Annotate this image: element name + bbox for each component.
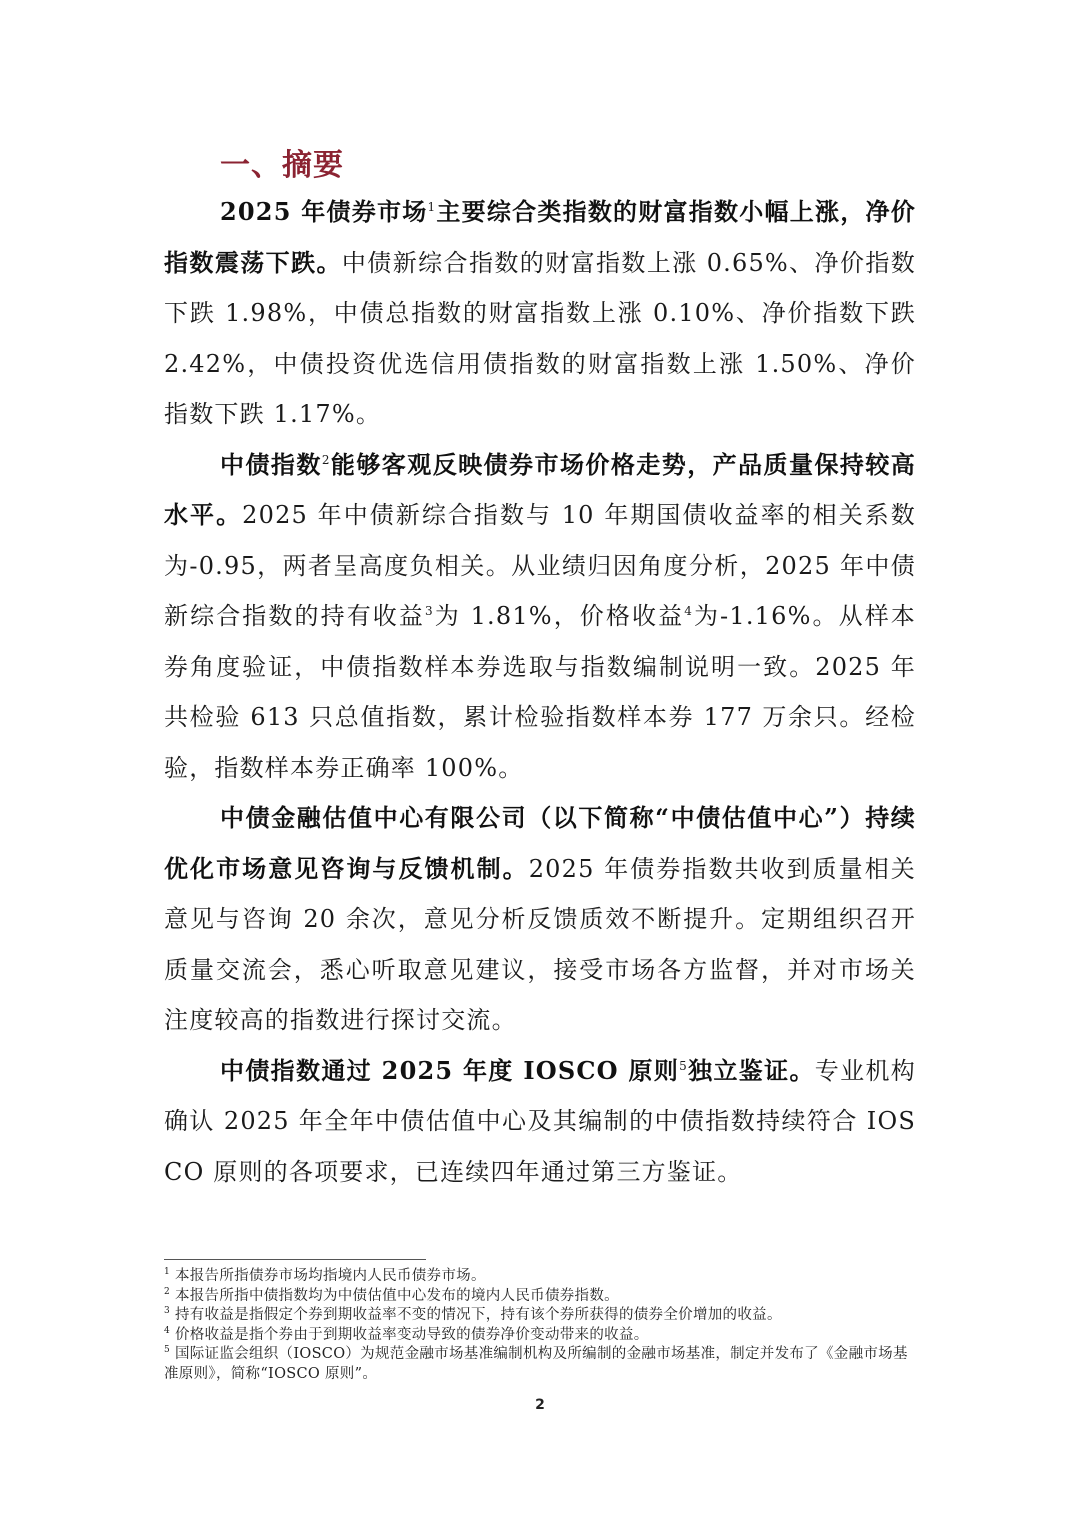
- page-number: 2: [535, 1397, 545, 1413]
- paragraph-2-bold-a: 中债指数: [220, 449, 322, 479]
- paragraph-4-bold-b: 独立鉴证。: [688, 1055, 815, 1085]
- paragraph-1-text: 中债新综合指数的财富指数上涨 0.65%、净价指数下跌 1.98%，中债总指数的财富指数上涨 0.10%、净价指数下跌 2.42%，中债投资优选信用债指数的财富指数上涨 1.50%、净价指数下跌 1.17%。: [164, 248, 916, 428]
- footnote-3: [164, 1306, 916, 1326]
- paragraph-3: [164, 793, 916, 1046]
- footnote-4: [164, 1326, 916, 1346]
- footnote-1: [164, 1267, 916, 1287]
- footnote-ref-3: 3: [425, 604, 434, 618]
- paragraph-1-bold-b: 主要综合类指数的财富指数小幅上涨，净价指数震荡下跌。: [164, 197, 916, 277]
- paragraph-2-text-b: 为 1.81%，价格收益: [433, 602, 685, 630]
- paragraph-3-bold-a: 中债金融估值中心有限公司（以下简称“中债估值中心”）持续优化市场意见咨询与反馈机制。: [164, 803, 916, 883]
- paragraph-4-bold-a: 中债指数通过 2025 年度 IOSCO 原则: [220, 1055, 680, 1085]
- footnote-ref-4: 4: [684, 604, 694, 618]
- footnote-ref-5: 5: [679, 1058, 688, 1073]
- footnote-number: 1: [164, 1267, 171, 1278]
- paragraph-3-text: 2025 年债券指数共收到质量相关意见与咨询 20 余次，意见分析反馈质效不断提升。定期组织召开质量交流会，悉心听取意见建议，接受市场各方监督，并对市场关注度较高的指数进行探讨交流。: [164, 854, 916, 1034]
- paragraph-2-text-c: 为-1.16%。从样本券角度验证，中债指数样本券选取与指数编制说明一致。2025 年共检验 613 只总值指数，累计检验指数样本券 177 万余只。经检验，指数样本券正确率 100%。: [164, 602, 916, 782]
- paragraph-1: [164, 187, 916, 440]
- paragraph-2-bold-b: 能够客观反映债券市场价格走势，产品质量保持较高水平。: [164, 449, 916, 529]
- footnote-number: 4: [164, 1325, 171, 1336]
- footnote-number: 5: [164, 1345, 171, 1356]
- section-heading: 一、摘要: [220, 148, 344, 183]
- footnote-divider: [164, 1259, 426, 1260]
- footnote-ref-1: 1: [427, 200, 437, 214]
- footnote-text: 本报告所指中债指数均为中债估值中心发布的境内人民币债券指数。: [174, 1287, 619, 1304]
- paragraph-1-bold-a: 2025 年债券市场: [220, 197, 428, 226]
- footnote-text: 国际证监会组织（IOSCO）为规范金融市场基准编制机构及所编制的金融市场基准，制定并发布了《金融市场基准原则》，简称“IOSCO 原则”。: [164, 1346, 908, 1382]
- paragraph-4-text: 专业机构确认 2025 年全年中债估值中心及其编制的中债指数持续符合 IOSCO 原则的各项要求，已连续四年通过第三方鉴证。: [164, 1056, 916, 1186]
- footnotes: [164, 1267, 916, 1384]
- footnote-number: 2: [164, 1286, 171, 1297]
- footnote-number: 3: [164, 1306, 171, 1317]
- paragraph-2-text-a: 2025 年中债新综合指数与 10 年期国债收益率的相关系数为-0.95，两者呈高度负相关。从业绩归因角度分析，2025 年中债新综合指数的持有收益: [164, 501, 916, 630]
- footnote-text: 本报告所指债券市场均指境内人民币债券市场。: [174, 1268, 486, 1284]
- footnote-text: 价格收益是指个券由于到期收益率变动导致的债券净价变动带来的收益。: [174, 1326, 649, 1343]
- footnote-2: [164, 1287, 916, 1307]
- body-text: [164, 187, 916, 1197]
- paragraph-4: [164, 1046, 916, 1198]
- footnote-text: 持有收益是指假定个券到期收益率不变的情况下，持有该个券所获得的债券全价增加的收益。: [174, 1307, 782, 1323]
- footnote-5: [164, 1345, 916, 1384]
- footnote-ref-2: 2: [321, 452, 331, 467]
- paragraph-2: [164, 440, 916, 794]
